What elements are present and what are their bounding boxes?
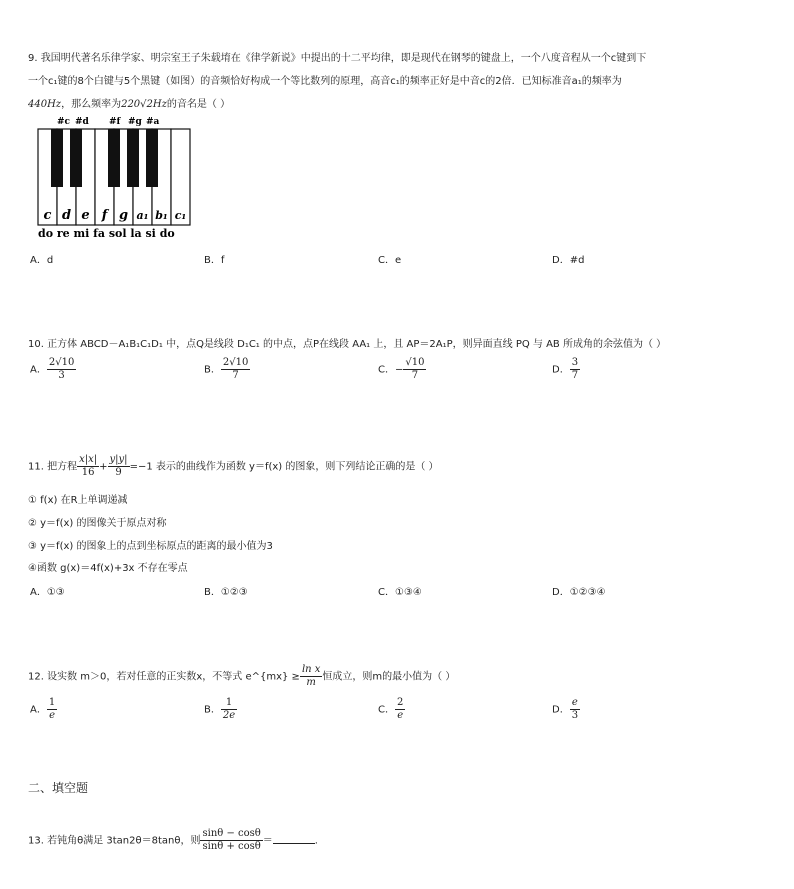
black-key-label: #a <box>146 117 160 127</box>
black-key <box>51 129 63 187</box>
solfege-label: do re mi fa sol la si do <box>38 227 175 240</box>
black-key <box>108 129 120 187</box>
q11-stem: 11. 把方程 $\frac{x|x|}{16}$ + $\frac{y|y|}{9}$ =−1 表示的曲线作为函数 y＝f(x) 的图象，则下列结论正确的是（ ） <box>28 454 439 478</box>
q10-option-d[interactable]: D． $\frac{3}{7}$ <box>552 357 579 381</box>
q11-item-4: ④函数 g(x)＝4f(x)+3x 不存在零点 <box>28 563 188 574</box>
black-key-label: #c <box>57 117 71 127</box>
q12-option-b[interactable]: B． $\frac{1}{2e}$ <box>204 697 236 721</box>
black-key-label: #d <box>75 117 89 127</box>
q11-option-d[interactable]: D．①②③④ <box>552 587 606 598</box>
q12-option-a[interactable]: A． $\frac{1}{e}$ <box>30 697 56 721</box>
white-key-label: d <box>61 208 72 223</box>
q11-item-3: ③ y＝f(x) 的图象上的点到坐标原点的距离的最小值为3 <box>28 541 273 552</box>
q9-option-a[interactable]: A．d <box>30 255 54 266</box>
black-key <box>127 129 139 187</box>
q11-option-a[interactable]: A．①③ <box>30 587 65 598</box>
white-key-label: c <box>43 208 52 223</box>
black-key <box>146 129 158 187</box>
q9-freq-220: 220√2Hz <box>121 99 167 110</box>
q9-line1: 9. 我国明代著名乐律学家、明宗室王子朱载堉在《律学新说》中提出的十二平均律，即是现代在钢琴的键盘上，一个八度音程从一个c键到下 <box>28 53 647 64</box>
q12-option-d[interactable]: D． $\frac{e}{3}$ <box>552 697 579 721</box>
white-key-label: b₁ <box>155 209 168 222</box>
q9-option-b[interactable]: B．f <box>204 255 225 266</box>
piano-keyboard-figure <box>30 115 200 241</box>
q12-option-c[interactable]: C． $\frac{2}{e}$ <box>378 697 404 721</box>
q11-item-2: ② y＝f(x) 的图像关于原点对称 <box>28 518 167 529</box>
q10-option-a[interactable]: A． $\frac{2√10}{3}$ <box>30 357 75 381</box>
q9-option-c[interactable]: C．e <box>378 255 402 266</box>
white-key-label: f <box>101 208 108 223</box>
q10-option-b[interactable]: B． $\frac{2√10}{7}$ <box>204 357 249 381</box>
q13-answer-blank[interactable] <box>273 833 315 844</box>
q9-line2: 一个c₁键的8个白键与5个黑键（如图）的音频恰好构成一个等比数列的原理，高音c₁的频率正好是中音c的2倍．已知标准音a₁的频率为 <box>28 76 622 87</box>
black-key-label: #f <box>109 117 121 127</box>
q13-stem: 13. 若钝角θ满足 3tan2θ＝8tanθ，则 $\frac{\sin\theta - \cos\theta}{\sin\theta + \cos\theta}$ ＝ . <box>28 828 318 852</box>
white-key-label: e <box>81 208 90 223</box>
white-key-label: c₁ <box>174 209 187 222</box>
q11-option-c[interactable]: C．①③④ <box>378 587 422 598</box>
q9-line3: 440Hz，那么频率为220√2Hz的音名是（ ） <box>28 99 231 110</box>
black-key-label: #g <box>128 117 142 127</box>
q11-option-b[interactable]: B．①②③ <box>204 587 248 598</box>
q12-stem: 12. 设实数 m＞0，若对任意的正实数x，不等式 e^{mx} ≥ $\frac{\text{ln x}}{m}$ 恒成立，则m的最小值为（ ） <box>28 664 456 688</box>
q10-stem: 10. 正方体 ABCD－A₁B₁C₁D₁ 中，点Q是线段 D₁C₁ 的中点，点P在线段 AA₁ 上，且 AP＝2A₁P，则异面直线 PQ 与 AB 所成角的余弦值为（ ） <box>28 339 667 350</box>
q9-freq-440: 440Hz <box>28 99 62 110</box>
q9-option-d[interactable]: D．#d <box>552 255 585 266</box>
section-heading: 二、填空题 <box>28 781 89 795</box>
q10-option-c[interactable]: C．− $\frac{√10}{7}$ <box>378 357 425 381</box>
q11-item-1: ① f(x) 在R上单调递减 <box>28 495 128 506</box>
white-key-label: g <box>118 208 129 223</box>
white-key-label: a₁ <box>136 209 149 222</box>
black-key <box>70 129 82 187</box>
